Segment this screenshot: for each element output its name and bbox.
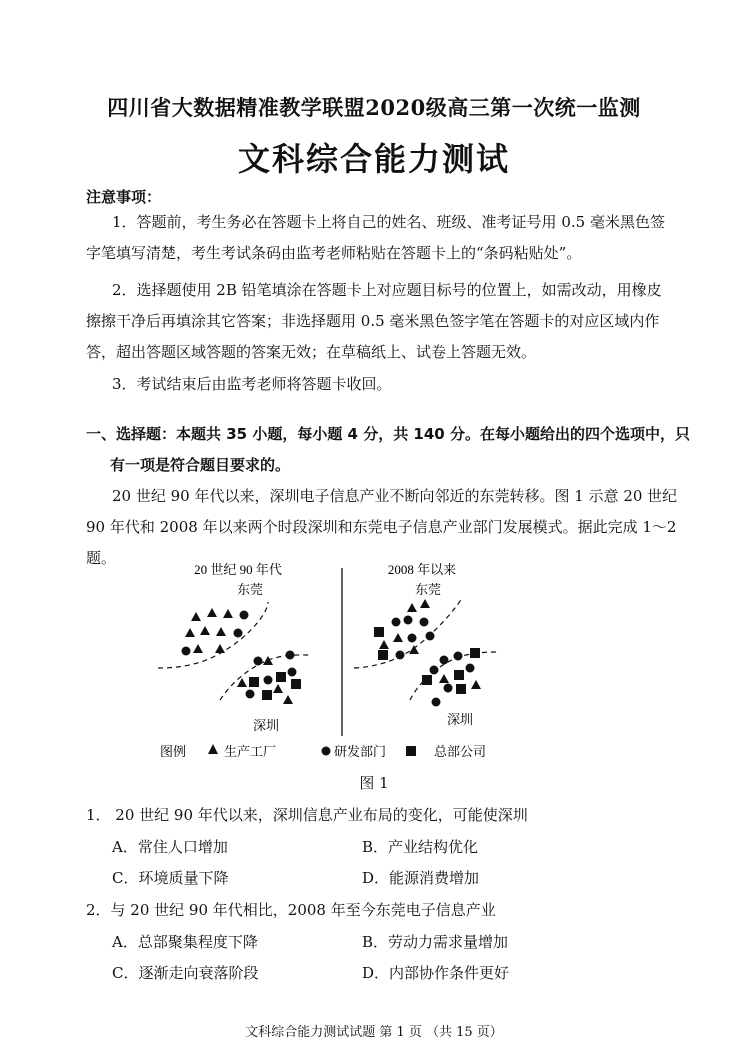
right-top-city: 东莞 bbox=[414, 582, 442, 597]
left-top-city: 东莞 bbox=[236, 582, 264, 597]
note-1-line-1: 1．答题前，考生务必在答题卡上将自己的姓名、班级、准考证号用 0.5 毫米黑色签 bbox=[112, 213, 665, 231]
note-1-line-2: 字笔填写清楚，考生考试条码由监考老师粘贴在答题卡上的“条码粘贴处”。 bbox=[86, 244, 582, 262]
note-2-line-1: 2．选择题使用 2B 铅笔填涂在答题卡上对应题目标号的位置上，如需改动，用橡皮 bbox=[112, 281, 662, 299]
right-shenzhen-symbols bbox=[422, 648, 481, 707]
question-1-option-b[interactable]: B．产业结构优化 bbox=[362, 838, 479, 856]
question-2-option-a[interactable]: A．总部聚集程度下降 bbox=[112, 933, 258, 951]
subject-title: 文科综合能力测试 bbox=[237, 140, 510, 178]
circle-icon bbox=[322, 747, 331, 756]
right-dongguan-symbols bbox=[374, 599, 435, 660]
question-2-stem: 2．与 20 世纪 90 年代相比，2008 年至今东莞电子信息产业 bbox=[86, 901, 496, 919]
figure-1 bbox=[150, 560, 510, 770]
figure-caption: 图 1 bbox=[359, 774, 389, 792]
square-icon bbox=[406, 746, 416, 756]
right-period-label: 2008 年以来 bbox=[387, 562, 457, 577]
note-2-line-3: 答，超出答题区域答题的答案无效；在草稿纸上、试卷上答题无效。 bbox=[86, 343, 537, 361]
section-heading-line-2: 有一项是符合题目要求的。 bbox=[110, 456, 291, 474]
intro-line-2: 90 年代和 2008 年以来两个时段深圳和东莞电子信息产业部门发展模式。据此完成 1～2 bbox=[86, 518, 677, 536]
legend-hq: 总部公司 bbox=[434, 744, 487, 759]
intro-line-3: 题。 bbox=[86, 549, 117, 567]
section-heading-line-1: 一、选择题：本题共 35 小题，每小题 4 分，共 140 分。在每小题给出的四个选项中，只 bbox=[86, 425, 690, 443]
question-2-option-b[interactable]: B．劳动力需求量增加 bbox=[362, 933, 509, 951]
question-1-option-c[interactable]: C．环境质量下降 bbox=[112, 869, 229, 887]
intro-line-1: 20 世纪 90 年代以来，深圳电子信息产业不断向邻近的东莞转移。图 1 示意 20 世纪 bbox=[112, 487, 678, 505]
figure-1-diagram bbox=[150, 560, 510, 770]
right-bottom-city: 深圳 bbox=[446, 712, 474, 727]
question-1-stem: 1． 20 世纪 90 年代以来，深圳信息产业布局的变化，可能使深圳 bbox=[86, 806, 528, 824]
left-shenzhen-symbols bbox=[237, 651, 301, 705]
legend-label: 图例 bbox=[160, 744, 187, 759]
exam-title: 四川省大数据精准教学联盟2020级高三第一次统一监测 bbox=[107, 95, 641, 120]
legend-rd: 研发部门 bbox=[334, 744, 387, 759]
left-bottom-city: 深圳 bbox=[252, 718, 280, 733]
legend-factory: 生产工厂 bbox=[224, 744, 277, 759]
question-1-option-d[interactable]: D．能源消费增加 bbox=[362, 869, 480, 887]
left-period-label: 20 世纪 90 年代 bbox=[194, 562, 282, 577]
left-dongguan-symbols bbox=[182, 608, 249, 656]
question-2-option-d[interactable]: D．内部协作条件更好 bbox=[362, 964, 510, 982]
question-1-option-a[interactable]: A．常住人口增加 bbox=[112, 838, 228, 856]
notes-heading: 注意事项： bbox=[86, 188, 162, 206]
question-2-option-c[interactable]: C．逐渐走向衰落阶段 bbox=[112, 964, 259, 982]
note-2-line-2: 擦擦干净后再填涂其它答案；非选择题用 0.5 毫米黑色签字笔在答题卡的对应区域内作 bbox=[86, 312, 660, 330]
page-footer: 文科综合能力测试试题 第 1 页 （共 15 页） bbox=[245, 1025, 503, 1040]
triangle-icon bbox=[208, 744, 218, 754]
note-3: 3．考试结束后由监考老师将答题卡收回。 bbox=[112, 375, 392, 393]
